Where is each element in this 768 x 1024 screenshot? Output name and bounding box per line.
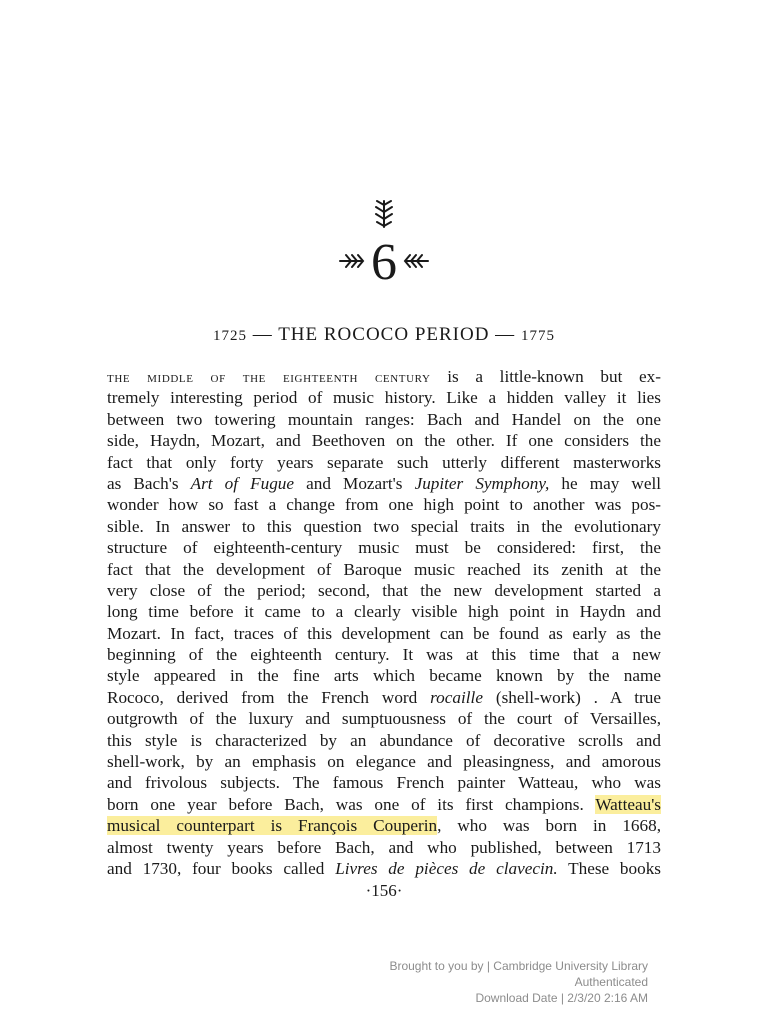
text-line: tremely interesting period of music history. Like a hidden valley it lies: [107, 388, 661, 408]
year-end: 1775: [520, 328, 555, 344]
text-line: wonder how so fast a change from one high point to another was pos-: [107, 495, 661, 515]
page-number: ·156·: [365, 881, 403, 900]
text-highlight[interactable]: musical counterpart is François Couperin: [107, 816, 438, 836]
footer-provider: Brought to you by | Cambridge University Library: [389, 959, 648, 973]
text-line: very close of the period; second, that the new development started a: [107, 580, 661, 600]
footer-auth: Authenticated: [574, 975, 648, 989]
text-line: Rococo, derived from the French word rocaille (shell-work) . A true: [107, 687, 661, 707]
text-line: and frivolous subjects. The famous French painter Watteau, who was: [107, 773, 661, 793]
body-text: [107, 366, 661, 879]
text-line: Mozart. In fact, traces of this development can be found as early as the: [107, 623, 661, 643]
text-line: and 1730, four books called Livres de pièces de clavecin. These books: [107, 858, 661, 878]
text-line: beginning of the eighteenth century. It was at this time that a new: [107, 645, 661, 665]
text-line: long time before it came to a clearly visible high point in Haydn and: [107, 602, 661, 622]
text-line: this style is characterized by an abundance of decorative scrolls and: [107, 730, 661, 750]
italic-title: Jupiter Symphony,: [414, 473, 550, 493]
text-line: musical counterpart is François Couperin, who was born in 1668,: [107, 816, 661, 836]
text-line: the middle of the eighteenth century is a little-known but ex-: [107, 367, 661, 386]
text-line: born one year before Bach, was one of its first champions. Watteau's: [107, 794, 661, 814]
text-line: style appeared in the fine arts which became known by the name: [107, 666, 661, 686]
text-line: fact that the development of Baroque music reached its zenith at the: [107, 559, 661, 579]
text-line: shell-work, by an emphasis on elegance and pleasingness, and amorous: [107, 752, 661, 772]
chapter-number: 6: [371, 234, 397, 290]
year-start: 1725: [213, 328, 248, 344]
text-line: sible. In answer to this question two special traits in the evolutionary: [107, 516, 661, 536]
text-line: as Bach's Art of Fugue and Mozart's Jupiter Symphony, he may well: [107, 473, 662, 493]
text-line: between two towering mountain ranges: Bach and Handel on the one: [107, 409, 661, 429]
text-line: almost twenty years before Bach, and who published, between 1713: [107, 837, 661, 857]
text-line: structure of eighteenth-century music must be considered: first, the: [107, 538, 661, 558]
access-footer: [389, 958, 648, 1006]
chapter-ornament: [0, 195, 768, 290]
text-line: outgrowth of the luxury and sumptuousness of the court of Versailles,: [107, 709, 661, 729]
italic-title: Art of Fugue: [190, 473, 295, 493]
footer-download-date: Download Date | 2/3/20 2:16 AM: [475, 991, 648, 1005]
italic-word: rocaille: [430, 687, 483, 707]
chapter-title: — THE ROCOCO PERIOD —: [252, 324, 516, 345]
leaf-flourish-icon: [304, 195, 464, 290]
text-highlight[interactable]: Watteau's: [595, 794, 661, 814]
italic-title: Livres de pièces de clavecin.: [335, 858, 558, 878]
text-line: side, Haydn, Mozart, and Beethoven on the other. If one considers the: [107, 431, 661, 451]
text-line: fact that only forty years separate such utterly different masterworks: [107, 452, 661, 472]
opening-smallcaps: the middle of the eighteenth century: [107, 369, 431, 386]
chapter-heading: [0, 324, 768, 346]
